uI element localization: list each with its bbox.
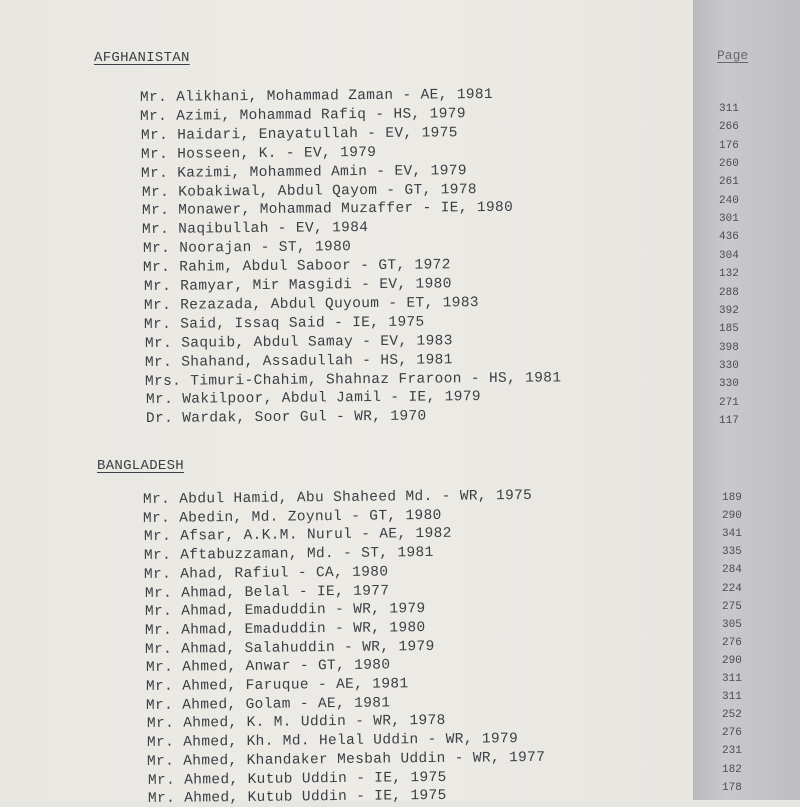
entry-page-number: 304: [719, 249, 739, 262]
entry-text: Mr. Rahim, Abdul Saboor - GT, 1972: [143, 257, 451, 277]
entry-page-number: 117: [719, 414, 739, 427]
entry-text: Mr. Afsar, A.K.M. Nurul - AE, 1982: [143, 526, 452, 546]
entry-page-number: 276: [722, 636, 742, 649]
entry-page-number: 290: [722, 654, 742, 667]
entry-page-number: 176: [719, 139, 739, 152]
entry-page-number: 261: [719, 176, 739, 189]
entry-page-number: 185: [719, 323, 739, 336]
entry-page-number: 260: [719, 158, 739, 171]
entry-text: Mr. Ahmed, K. M. Uddin - WR, 1978: [146, 713, 446, 733]
entry-page-number: 301: [719, 213, 739, 226]
entry-text: Mr. Ahmed, Khandaker Mesbah Uddin - WR, 1977: [147, 749, 546, 770]
entry-text: Dr. Wardak, Soor Gul - WR, 1970: [145, 408, 427, 428]
entry-text: Mr. Ahmad, Belal - IE, 1977: [144, 582, 389, 602]
entry-text: Mr. Hosseen, K. - EV, 1979: [140, 144, 377, 163]
entry-text: Mr. Ahmad, Salahuddin - WR, 1979: [145, 638, 436, 658]
entry-text: Mr. Ramyar, Mir Masgidi - EV, 1980: [143, 276, 452, 295]
entry-text: Mr. Ahmad, Emaduddin - WR, 1980: [145, 619, 426, 639]
page-column-header: Page: [717, 48, 749, 63]
entry-text: Mr. Haidari, Enayatullah - EV, 1975: [140, 125, 458, 144]
entry-text: Mr. Ahmad, Emaduddin - WR, 1979: [144, 601, 426, 621]
entry-page-number: 392: [719, 304, 739, 317]
entry-text: Mr. Ahad, Rafiul - CA, 1980: [144, 564, 389, 583]
entry-page-number: 182: [722, 763, 742, 776]
entry-page-number: 266: [719, 121, 739, 134]
entry-page-number: 398: [719, 341, 739, 354]
entry-page-number: 276: [722, 727, 742, 740]
entry-page-number: 341: [722, 528, 742, 541]
entry-page-number: 189: [722, 492, 742, 504]
entry-text: Mr. Ahmed, Anwar - GT, 1980: [145, 657, 391, 677]
entry-text: Mr. Kazimi, Mohammed Amin - EV, 1979: [141, 162, 468, 182]
entry-page-number: 330: [719, 378, 739, 391]
page-edge-shadow: [693, 0, 800, 800]
entry-page-number: 271: [719, 396, 739, 409]
entry-text: Mr. Saquib, Abdul Samay - EV, 1983: [144, 333, 453, 352]
entry-text: Mr. Rezazada, Abdul Quyoum - ET, 1983: [143, 294, 479, 314]
entry-page-number: 436: [719, 231, 739, 244]
entry-text: Mr. Ahmed, Kutub Uddin - IE, 1975: [147, 769, 447, 789]
entry-text: Mr. Monawer, Mohammad Muzaffer - IE, 1980: [142, 200, 514, 220]
entry-text: Mr. Noorajan - ST, 1980: [142, 239, 352, 258]
entry-text: Mr. Ahmed, Kh. Md. Helal Uddin - WR, 1979: [146, 731, 519, 752]
entry-text: Mr. Shahand, Assadullah - HS, 1981: [144, 351, 453, 371]
entry-page-number: 311: [719, 103, 739, 115]
entry-page-number: 231: [722, 745, 742, 758]
entry-page-number: 290: [722, 510, 742, 523]
entry-text: Mr. Said, Issaq Said - IE, 1975: [144, 314, 425, 333]
entry-page-number: 132: [719, 268, 739, 281]
entry-text: Mr. Naqibullah - EV, 1984: [142, 220, 369, 239]
entry-page-number: 335: [722, 546, 742, 559]
entry-text: Mr. Ahmed, Kutub Uddin - IE, 1975: [147, 788, 447, 807]
entry-text: Mrs. Timuri-Chahim, Shahnaz Fraroon - HS, 1981: [145, 369, 562, 390]
entry-page-number: 330: [719, 359, 739, 372]
entry-page-number: 288: [719, 286, 739, 299]
entry-text: Mr. Alikhani, Mohammad Zaman - AE, 1981: [139, 86, 494, 106]
entry-text: Mr. Ahmed, Golam - AE, 1981: [146, 695, 391, 714]
entry-text: Mr. Abdul Hamid, Abu Shaheed Md. - WR, 1975: [142, 487, 533, 508]
entry-page-number: 252: [722, 709, 742, 722]
entry-page-number: 311: [722, 673, 742, 685]
entry-text: Mr. Aftabuzzaman, Md. - ST, 1981: [143, 545, 434, 565]
entry-text: Mr. Kobakiwal, Abdul Qayom - GT, 1978: [141, 181, 477, 201]
entry-text: Mr. Ahmed, Faruque - AE, 1981: [145, 676, 409, 695]
entry-page-number: 240: [719, 194, 739, 207]
entry-page-number: 311: [722, 691, 742, 704]
entry-page-number: 224: [722, 582, 742, 595]
entry-page-number: 305: [722, 618, 742, 631]
section-heading-afghanistan: AFGHANISTAN: [94, 50, 190, 66]
entry-page-number: 178: [722, 781, 742, 794]
entry-text: Mr. Abedin, Md. Zoynul - GT, 1980: [143, 507, 443, 527]
section-heading-bangladesh: BANGLADESH: [97, 458, 185, 474]
entry-text: Mr. Wakilpoor, Abdul Jamil - IE, 1979: [145, 389, 481, 409]
entry-page-number: 275: [722, 600, 742, 613]
entry-text: Mr. Azimi, Mohammad Rafiq - HS, 1979: [140, 106, 467, 125]
entry-page-number: 284: [722, 564, 742, 577]
